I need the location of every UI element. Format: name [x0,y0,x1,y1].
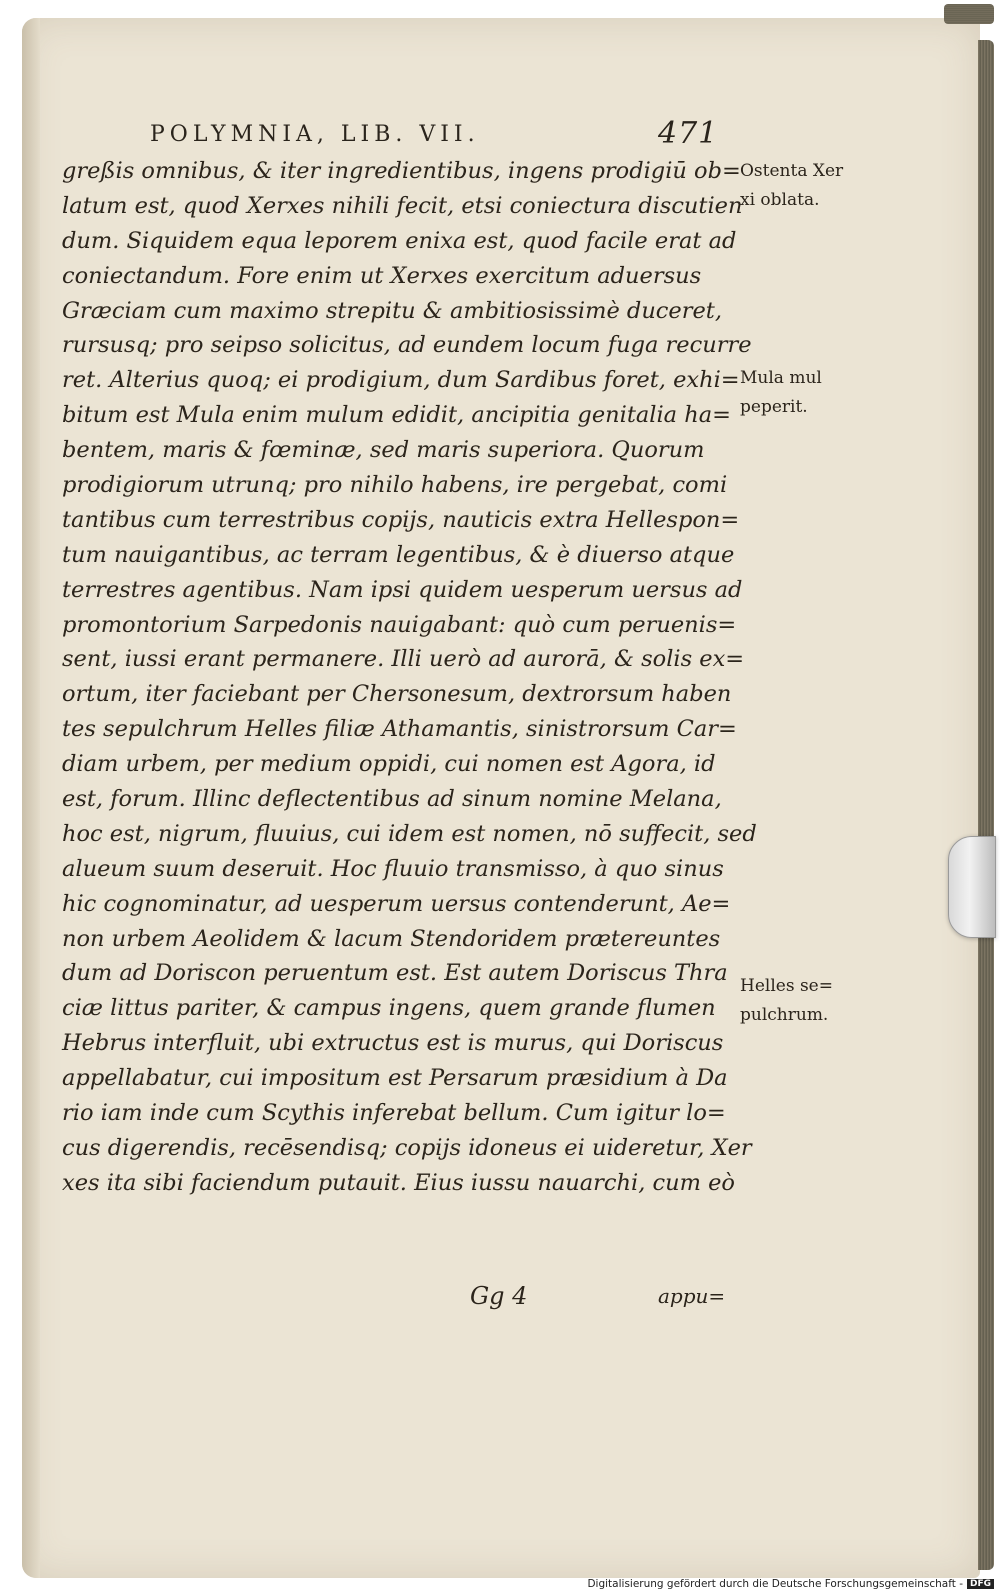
margin-note-line: pulchrum. [740,1005,829,1025]
text-line: bentem, maris & fœminæ, sed maris superiora. Quorum [62,437,705,464]
page-edges [978,40,994,1570]
page-edges-top [944,4,994,24]
text-line: Hebrus interfluit, ubi extructus est is murus, qui Doriscus [62,1030,724,1057]
text-line: tantibus cum terrestribus copijs, nauticis extra Hellespon= [62,506,740,533]
text-line: promontorium Sarpedonis nauigabant: quò cum peruenis= [62,611,737,638]
text-line: tum nauigantibus, ac terram legentibus, & è diuerso atque [62,541,735,568]
margin-note-line: peperit. [740,397,808,417]
margin-note-ostenta [740,157,890,215]
text-line: hoc est, nigrum, fluuius, cui idem est nomen, nō suffecit, sed [62,820,757,847]
text-line: tes sepulchrum Helles filiæ Athamantis, sinistrorsum Car= [62,716,737,743]
text-line: Græciam cum maximo strepitu & ambitiosissimè duceret, [62,297,722,324]
text-line: xes ita sibi faciendum putauit. Eius iussu nauarchi, cum eò [62,1169,735,1196]
text-line: dum ad Doriscon peruentum est. Est autem Doriscus Thra [62,960,728,987]
margin-note-line: xi oblata. [740,190,820,210]
page-gutter [22,18,40,1578]
text-line: greßis omnibus, & iter ingredientibus, ingens prodigiū ob= [62,158,741,184]
digitization-credit [587,1578,994,1594]
signature-mark: Gg 4 [470,1282,528,1310]
text-line: alueum suum deseruit. Hoc fluuio transmisso, à quo sinus [62,855,724,882]
text-line: est, forum. Illinc deflectentibus ad sinum nomine Melana, [62,786,722,813]
text-line: sent, iussi erant permanere. Illi uerò ad aurorā, & solis ex= [62,646,745,673]
margin-note-line: Ostenta Xer [740,161,844,181]
margin-note-mula [740,364,890,422]
page-number: 471 [658,116,719,151]
text-line: rursusq; pro seipso solicitus, ad eundem locum fuga recurre [62,332,752,359]
text-line: latum est, quod Xerxes nihili fecit, etsi coniectura discutien [62,192,743,219]
text-line: prodigiorum utrunq; pro nihilo habens, ire pergebat, comi [62,472,728,499]
text-line: dum. Siquidem equa leporem enixa est, quod facile erat ad [62,227,737,254]
text-line: terrestres agentibus. Nam ipsi quidem uesperum uersus ad [62,576,743,603]
credit-text: Digitalisierung gefördert durch die Deutsche Forschungsgemeinschaft - [587,1578,963,1590]
text-line: ciæ littus pariter, & campus ingens, quem grande flumen [62,995,716,1022]
dfg-logo: DFG [967,1579,994,1589]
text-line: bitum est Mula enim mulum edidit, ancipitia genitalia ha= [62,402,732,429]
text-line: non urbem Aeolidem & lacum Stendoridem prætereuntes [62,925,721,952]
text-line: appellabatur, cui impositum est Persarum præsidium à Da [62,1065,728,1092]
margin-note-line: Mula mul [740,368,822,388]
text-line: diam urbem, per medium oppidi, cui nomen est Agora, id [62,751,716,778]
text-line: cus digerendis, recēsendisq; copijs idoneus ei uideretur, Xer [62,1134,752,1161]
page-footer [470,1282,750,1322]
margin-note-helles [740,972,890,1030]
catchword: appu= [658,1284,726,1308]
body-text [62,154,757,1201]
running-head [150,116,750,156]
text-line: ortum, iter faciebant per Chersonesum, dextrorsum haben [62,681,732,708]
text-line: hic cognominatur, ad uesperum uersus contenderunt, Ae= [62,890,731,917]
margin-note-line: Helles se= [740,976,833,996]
text-line: ret. Alterius quoq; ei prodigium, dum Sardibus foret, exhi= [62,367,740,394]
text-line: coniectandum. Fore enim ut Xerxes exercitum aduersus [62,262,702,289]
running-head-title: POLYMNIA, LIB. VII. [150,122,480,147]
text-line: rio iam inde cum Scythis inferebat bellum. Cum igitur lo= [62,1100,726,1127]
page-clip [948,836,996,938]
